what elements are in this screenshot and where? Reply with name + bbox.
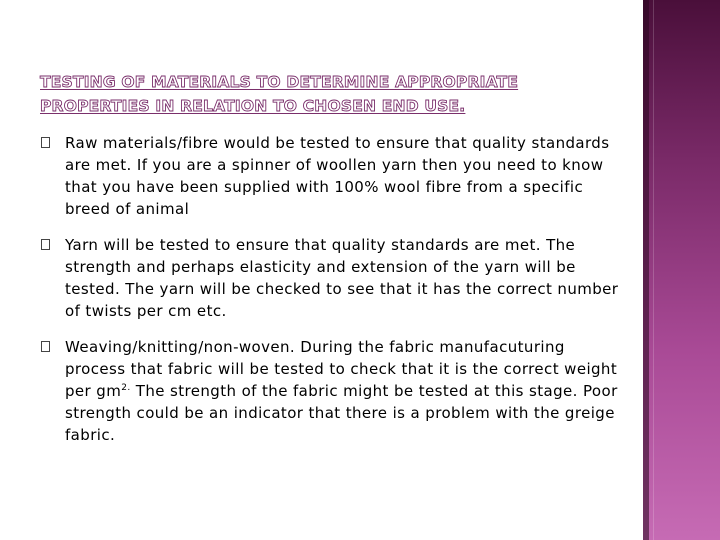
bullet-text-before: Weaving/knitting/non-woven. During the fabric manufacuturing process that fabric will be tested to check that it is the correct weight per gm <box>65 338 618 400</box>
bullet-box-icon <box>41 239 50 250</box>
bullet-item-yarn <box>40 234 620 322</box>
bullet-item-raw-materials <box>40 132 620 220</box>
bullet-text: Raw materials/fibre would be tested to ensure that quality standards are met. If you are a spinner of woollen yarn then you need to know that you have been supplied with 100% wool fibre from a specific breed of animal <box>65 134 610 218</box>
bullet-list <box>40 132 620 460</box>
bullet-item-fabric <box>40 336 620 446</box>
bullet-box-icon <box>41 137 50 148</box>
bullet-text-after: The strength of the fabric might be tested at this stage. Poor strength could be an indicator that there is a problem with the greige fabric. <box>65 382 618 444</box>
bullet-box-icon <box>41 341 50 352</box>
superscript-squared: 2. <box>121 383 131 393</box>
slide-title: TESTING OF MATERIALS TO DETERMINE APPROPRIATE PROPERTIES IN RELATION TO CHOSEN END USE. <box>40 73 519 115</box>
decorative-side-band <box>643 0 720 540</box>
bullet-text: Yarn will be tested to ensure that quality standards are met. The strength and perhaps elasticity and extension of the yarn will be tested. The yarn will be checked to see that it has the correct number of twists per cm etc. <box>65 236 619 320</box>
